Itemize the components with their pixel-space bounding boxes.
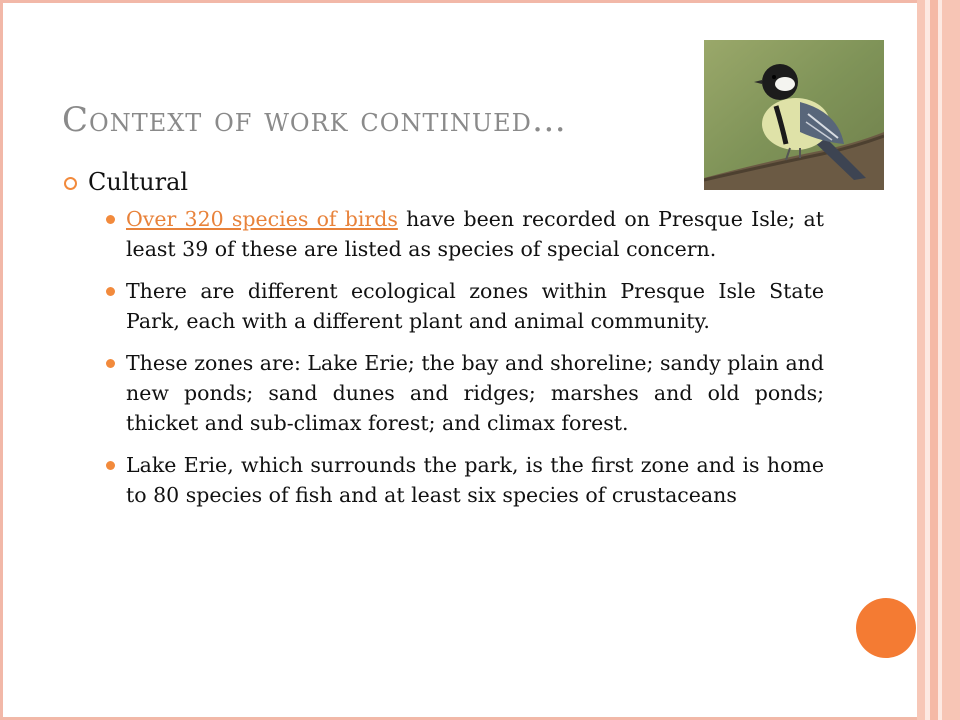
slide-title: Context of work continued… [62,100,567,140]
bullet-item-3 [64,348,824,438]
slide-content [64,168,824,522]
bullet-item-4 [64,450,824,510]
stripe-5 [942,0,960,720]
section-heading [64,168,824,196]
bullet-list [64,204,824,510]
bullet-item-1 [64,204,824,264]
bullet-text: There are different ecological zones within Presque Isle State Park, each with a different plant and animal community. [126,279,824,333]
bullet-text: These zones are: Lake Erie; the bay and shoreline; sandy plain and new ponds; sand dunes and ridges; marshes and old ponds; thicket and sub-climax forest; and climax forest. [126,351,824,435]
stripe-1 [917,0,925,720]
bullet-text: have been recorded on Presque Isle; at least 39 of these are listed as species of special concern. [126,207,824,261]
bullet-text: Lake Erie, which surrounds the park, is the first zone and is home to 80 species of fish and at least six species of crustaceans [126,453,824,507]
dot-bullet-icon [106,215,115,224]
ring-bullet-icon [64,177,77,190]
bullet-item-2 [64,276,824,336]
birds-link[interactable]: Over 320 species of birds [126,207,398,231]
dot-bullet-icon [106,461,115,470]
stripe-3 [930,0,938,720]
section-heading-text: Cultural [88,168,189,196]
dot-bullet-icon [106,359,115,368]
dot-bullet-icon [106,287,115,296]
decorative-circle-icon [856,598,916,658]
